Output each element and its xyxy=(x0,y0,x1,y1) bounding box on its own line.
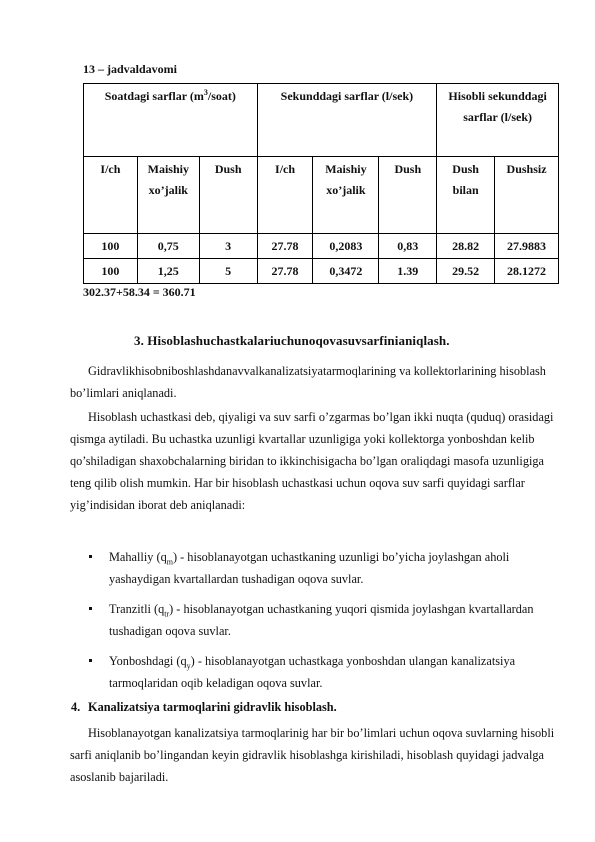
bullet-suffix: ) - hisoblanayotgan uchastkaning yuqori qismida joylashgan kvartallardan tushadigan oqova suvlar. xyxy=(109,602,534,638)
paragraph-3-text: Hisoblanayotgan kanalizatsiya tarmoqlarinig har bir bo’limlari uchun oqova suvlarning hisobli sarfi aniqlanib bo’lingandan keyin gidravlik hisoblashga kirishiladi, hisoblash quyidagi jadvalga asoslanib bajariladi. xyxy=(70,726,555,784)
table-cell: 27.78 xyxy=(257,259,313,284)
sub-header-with-shower: Dush bilan xyxy=(437,157,495,234)
bullet-icon xyxy=(89,607,92,610)
sub-header-shower: Dush xyxy=(199,157,257,234)
paragraph-2 xyxy=(70,406,555,516)
table-cell: 0,75 xyxy=(137,234,199,259)
table-row xyxy=(84,234,559,259)
group-header-per-second: Sekunddagi sarflar (l/sek) xyxy=(257,84,437,157)
bullet-subscript: tr xyxy=(164,609,170,619)
sub-header-without-shower: Dushsiz xyxy=(495,157,559,234)
paragraph-2-text: Hisoblash uchastkasi deb, qiyaligi va suv sarfi o’zgarmas bo’lgan ikki nuqta (quduq) orasidagi qismga aytiladi. Bu uchastka uzunligi kvartallar uzunligiga yoki kollektorga yonboshdan kelib qo’shiladigan shaxobchalarning biridan to ikkinchisigacha bo’lgan oraliqdagi masofa uzunligiga teng qilib olish mumkin. Har bir hisoblash uchastkasi uchun oqova suv sarfi quyidagi sarflar yig’indisidan iborat deb aniqlanadi: xyxy=(70,410,554,512)
sub-header-shower: Dush xyxy=(379,157,437,234)
paragraph-1-text: Gidravlikhisobniboshlashdanavvalkanalizatsiyatarmoqlarining va kollektorlarining hisoblash bo’limlari aniqlanadi. xyxy=(70,364,546,400)
bullet-suffix: ) - hisoblanayotgan uchastkaning uzunligi bo’yicha joylashgan aholi yashaydigan kvartallardan tushadigan oqova suvlar. xyxy=(109,550,510,586)
table-caption: 13 – jadvaldavomi xyxy=(83,62,178,76)
bullet-item-transit xyxy=(71,598,555,642)
table-cell: 3 xyxy=(199,234,257,259)
table-cell: 28.82 xyxy=(437,234,495,259)
group-header-hourly: Soatdagi sarflar $(m^3/soat)$ xyxy=(84,84,258,157)
group-header-calculated: Hisobli sekunddagi sarflar (l/sek) xyxy=(437,84,559,157)
section-4-number: 4. xyxy=(71,700,81,714)
bullet-prefix: Yonboshdagi (q xyxy=(109,654,187,668)
bullet-suffix: ) - hisoblanayotgan uchastkaga yonboshdan ulangan kanalizatsiya tarmoqlaridan oqib keladigan oqova suvlar. xyxy=(109,654,516,690)
table-sub-header-row xyxy=(84,157,559,234)
table-cell: 28.1272 xyxy=(495,259,559,284)
paragraph-3 xyxy=(70,722,555,788)
bullet-icon xyxy=(89,555,92,558)
bullet-subscript: y xyxy=(186,661,191,671)
section-4-title: Kanalizatsiya tarmoqlarini gidravlik hisoblash. xyxy=(88,700,337,714)
table-cell: 0,3472 xyxy=(313,259,379,284)
consumption-table xyxy=(83,83,559,284)
section-3-heading: 3. Hisoblashuchastkalariuchunoqovasuvsarfinianiqlash. xyxy=(134,333,450,348)
table-cell: 1,25 xyxy=(137,259,199,284)
sub-header-ich: I/ch xyxy=(84,157,138,234)
table-cell: 0,83 xyxy=(379,234,437,259)
bullet-icon xyxy=(89,659,92,662)
sub-header-ich: I/ch xyxy=(257,157,313,234)
paragraph-1 xyxy=(70,360,555,404)
bullet-prefix: Tranzitli (q xyxy=(109,602,165,616)
bullet-item-local xyxy=(71,546,555,590)
table-cell: 29.52 xyxy=(437,259,495,284)
table-cell: 5 xyxy=(199,259,257,284)
table-cell: 27.9883 xyxy=(495,234,559,259)
bullet-subscript: m xyxy=(166,557,173,567)
table-row xyxy=(84,259,559,284)
table-cell: 100 xyxy=(84,234,138,259)
sum-line: 302.37+58.34 = 360.71 xyxy=(83,285,196,299)
sub-header-household: Maishiy xo’jalik xyxy=(313,157,379,234)
table-group-header-row xyxy=(84,84,559,157)
bullet-item-lateral xyxy=(71,650,555,694)
table-cell: 1.39 xyxy=(379,259,437,284)
table-cell: 27.78 xyxy=(257,234,313,259)
table-cell: 0,2083 xyxy=(313,234,379,259)
bullet-prefix: Mahalliy (q xyxy=(109,550,167,564)
table-cell: 100 xyxy=(84,259,138,284)
sub-header-household: Maishiy xo’jalik xyxy=(137,157,199,234)
section-4-heading xyxy=(71,700,337,715)
